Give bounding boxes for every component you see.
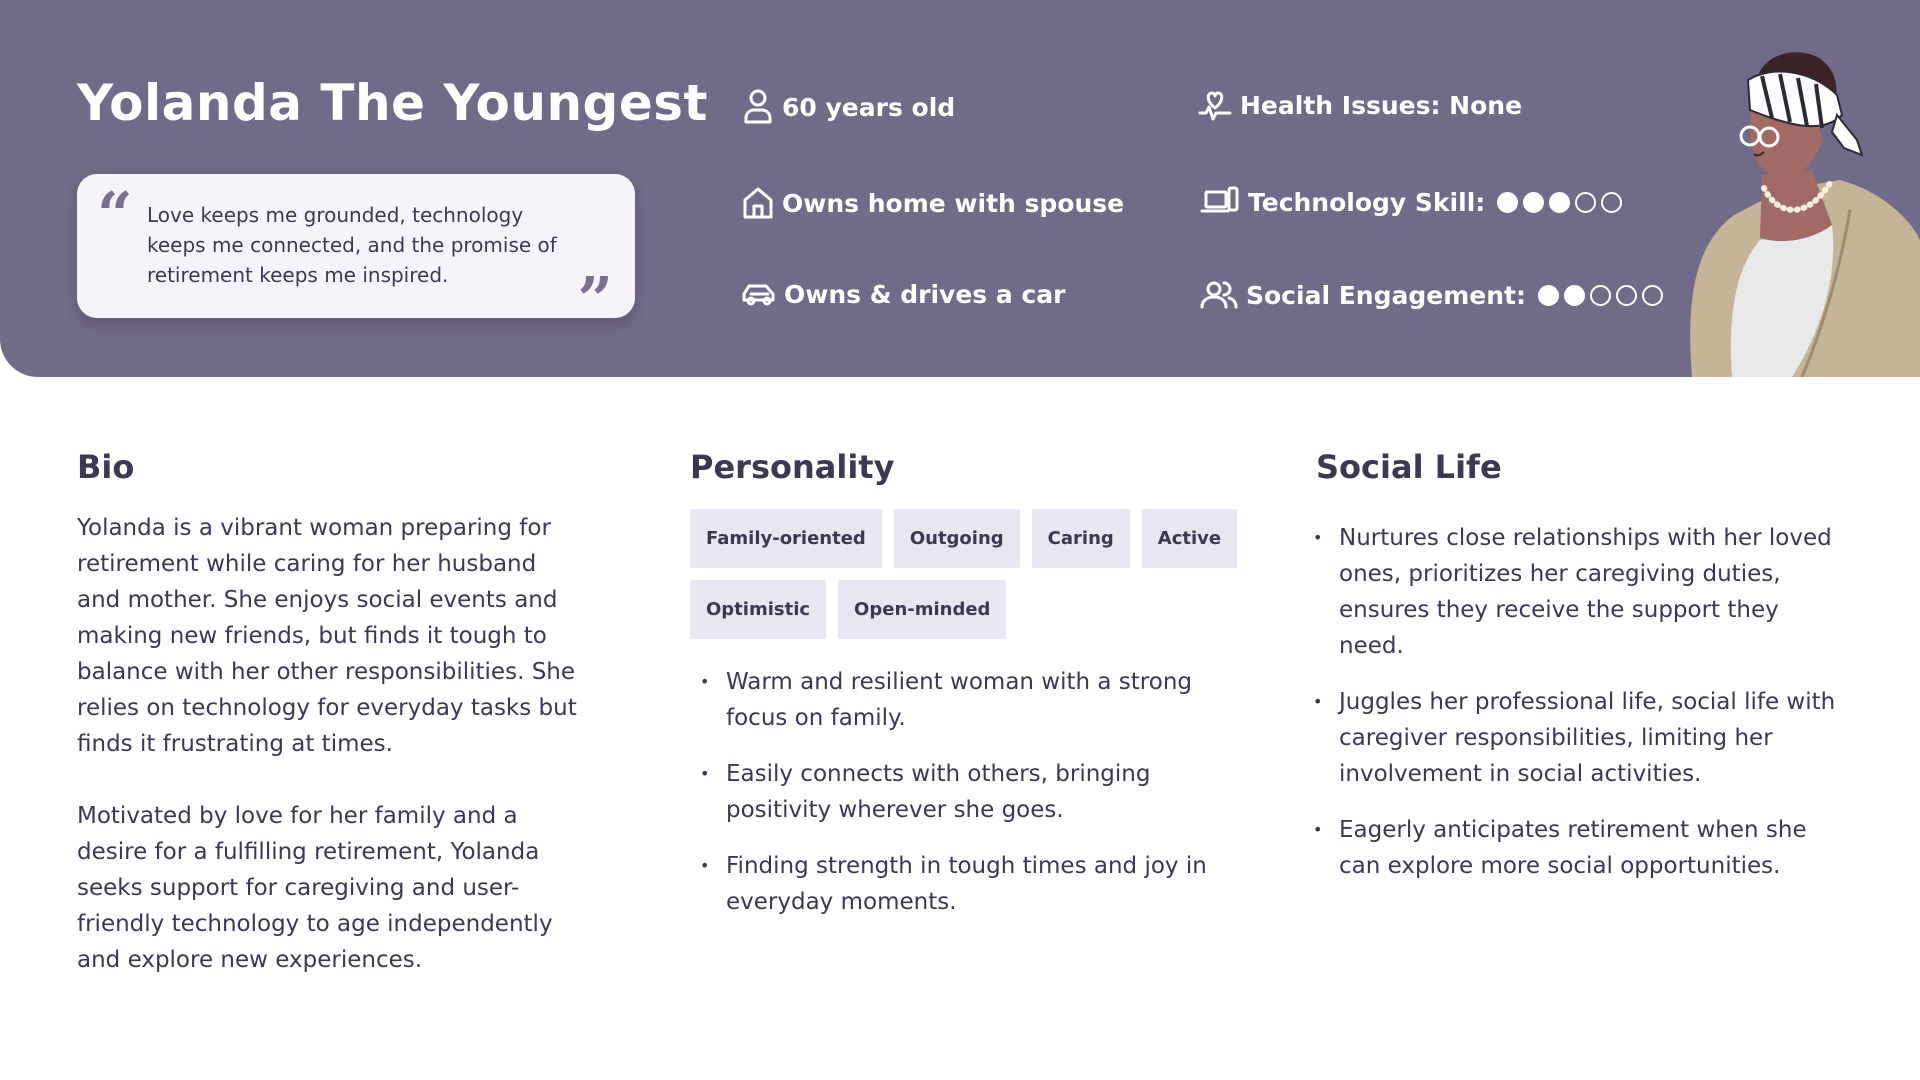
personality-tag: Caring — [1032, 509, 1130, 568]
close-quote-icon: ” — [577, 262, 613, 336]
age-attribute — [742, 88, 955, 126]
personality-tag: Open-minded — [838, 580, 1006, 639]
tech-skill-attribute — [1200, 186, 1627, 218]
heart-pulse-icon — [1198, 88, 1232, 122]
list-item: • Easily connects with others, bringing positivity wherever she goes. — [690, 756, 1250, 828]
rating-dot-filled — [1564, 285, 1585, 306]
health-text: Health Issues: None — [1240, 90, 1523, 120]
rating-dot-filled — [1523, 192, 1544, 213]
open-quote-icon: “ — [97, 178, 133, 251]
bio-title: Bio — [77, 448, 135, 486]
persona-header — [0, 0, 1920, 377]
social-life-title: Social Life — [1316, 448, 1502, 486]
list-item: • Finding strength in tough times and joy in everyday moments. — [690, 848, 1250, 920]
car-text: Owns & drives a car — [784, 280, 1066, 309]
personality-tag: Optimistic — [690, 580, 826, 639]
home-attribute — [742, 186, 1124, 220]
laptop-phone-icon — [1200, 186, 1240, 218]
list-item: • Juggles her professional life, social life with caregiver responsibilities, limiting her involvement in social activities. — [1303, 684, 1843, 792]
personality-title: Personality — [690, 448, 895, 486]
home-text: Owns home with spouse — [782, 188, 1125, 218]
rating-dot-filled — [1538, 285, 1559, 306]
rating-dot-filled — [1549, 192, 1570, 213]
persona-avatar-illustration — [1672, 40, 1920, 377]
bio-paragraph-2: Motivated by love for her family and a desire for a fulfilling retirement, Yolanda seeks support for caregiving and user-friendly technology to age independently and explore new experiences. — [77, 803, 553, 973]
personality-tags — [690, 509, 1250, 651]
bio-paragraph-1: Yolanda is a vibrant woman preparing for retirement while caring for her husband and mother. She enjoys social events and making new friends, but finds it tough to balance with her other responsibilities. She relies on technology for everyday tasks but finds it frustrating at times. — [77, 515, 577, 757]
rating-dot-empty — [1601, 192, 1622, 213]
social-engagement-label: Social Engagement: — [1246, 280, 1526, 310]
quote-card — [77, 174, 635, 336]
social-life-bullets — [1303, 520, 1843, 904]
avatar-neck — [1760, 170, 1832, 241]
persona-name: Yolanda The Youngest — [77, 74, 708, 132]
social-engagement-attribute — [1200, 280, 1668, 310]
rating-dot-filled — [1497, 192, 1518, 213]
list-item: • Nurtures close relationships with her loved ones, prioritizes her caregiving duties, ensures they receive the support they need. — [1303, 520, 1843, 664]
car-icon — [742, 282, 776, 308]
rating-dot-empty — [1616, 285, 1637, 306]
personality-tag: Outgoing — [894, 509, 1020, 568]
quote-text: Love keeps me grounded, technology keeps me connected, and the promise of retirement keeps me inspired. — [147, 203, 557, 287]
tech-skill-rating — [1497, 192, 1627, 213]
list-item: • Eagerly anticipates retirement when she can explore more social opportunities. — [1303, 812, 1843, 884]
list-item: • Warm and resilient woman with a strong focus on family. — [690, 664, 1250, 736]
car-attribute — [742, 280, 1065, 309]
rating-dot-empty — [1590, 285, 1611, 306]
tech-skill-label: Technology Skill: — [1248, 187, 1486, 217]
people-icon — [1200, 280, 1238, 310]
personality-bullets — [690, 664, 1250, 940]
health-attribute — [1198, 88, 1522, 122]
rating-dot-empty — [1642, 285, 1663, 306]
person-icon — [742, 88, 774, 126]
social-engagement-rating — [1538, 285, 1668, 306]
personality-tag: Active — [1142, 509, 1237, 568]
personality-tag: Family-oriented — [690, 509, 882, 568]
age-text: 60 years old — [782, 92, 956, 122]
house-icon — [742, 186, 774, 220]
rating-dot-empty — [1575, 192, 1596, 213]
